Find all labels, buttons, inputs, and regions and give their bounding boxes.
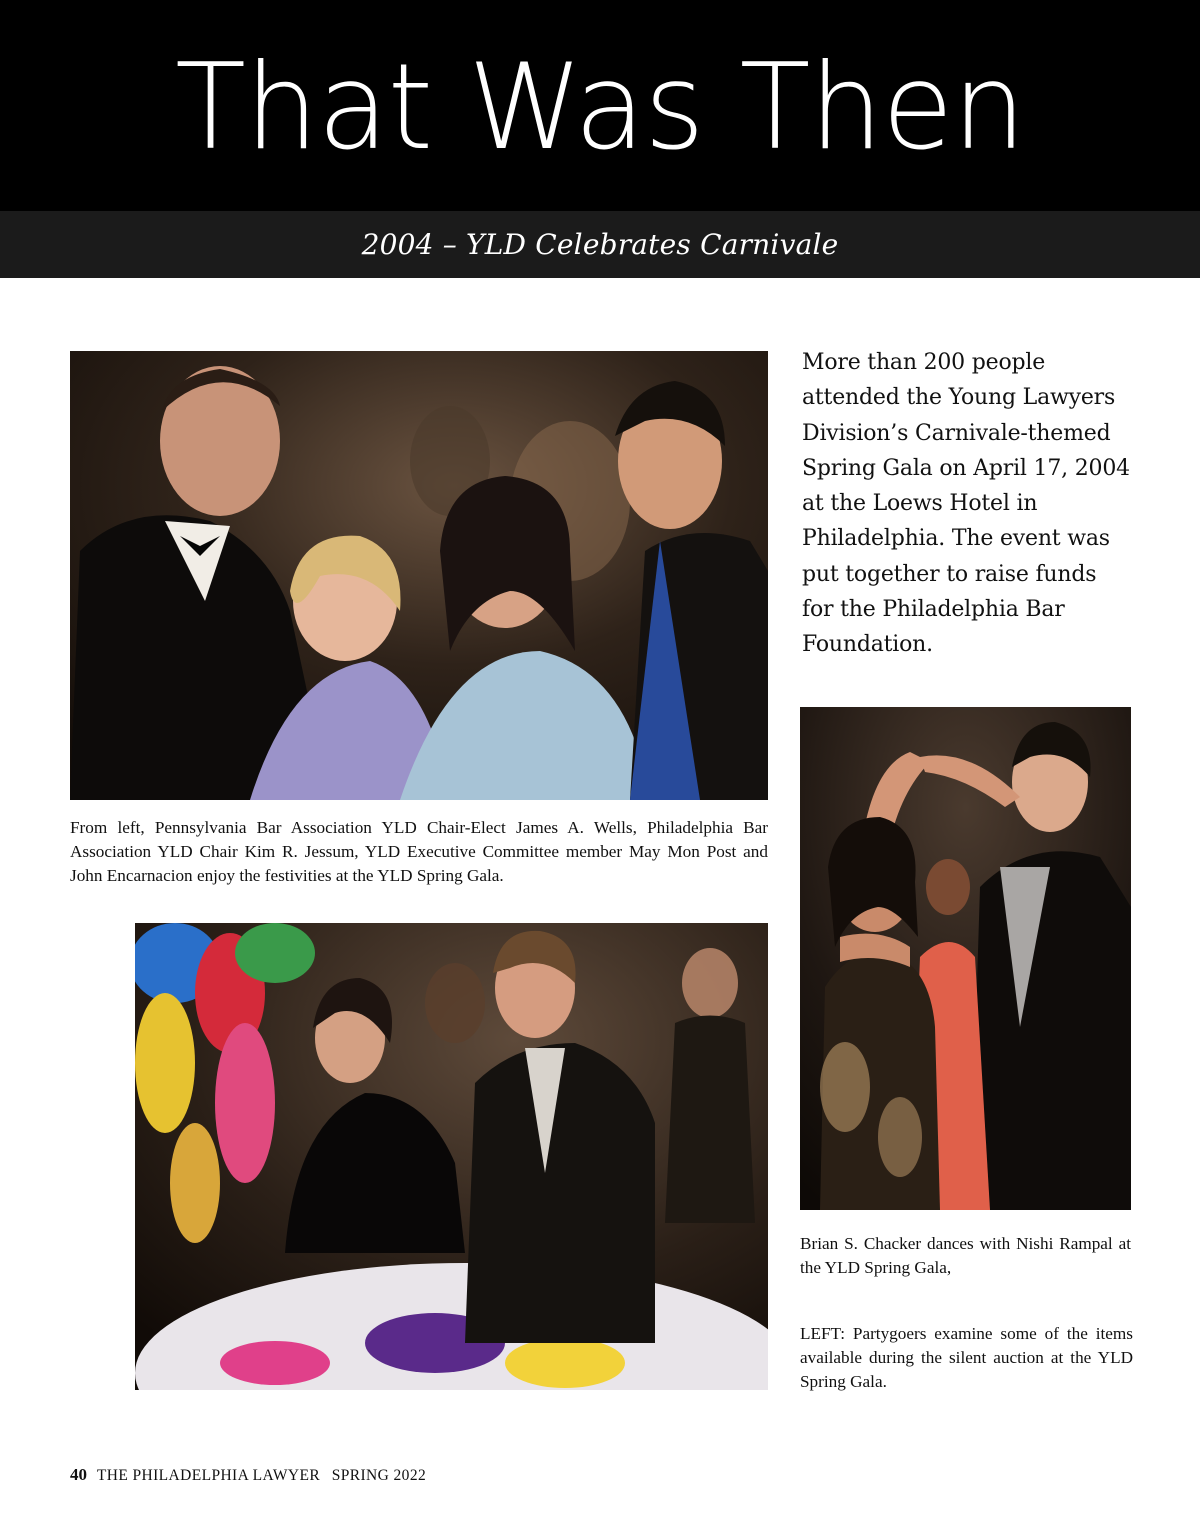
issue-label: SPRING 2022 [331, 1467, 427, 1484]
publication-name: THE PHILADELPHIA LAWYER [96, 1467, 321, 1484]
dance-photo-caption: Brian S. Chacker dances with Nishi Rampal at the YLD Spring Gala, [800, 1234, 1131, 1277]
auction-photo-caption: LEFT: Partygoers examine some of the items available during the silent auction at the YLD Spring Gala. [800, 1324, 1133, 1391]
auction-photo [135, 923, 768, 1390]
page-subtitle: 2004 – YLD Celebrates Carnivale [361, 228, 839, 261]
page-title: That Was Then [175, 38, 1025, 176]
dance-photo [800, 707, 1131, 1210]
intro-text: More than 200 people attended the Young Lawyers Division’s Carnivale-themed Spring Gala on April 17, 2004 at the Loews Hotel in Philadelphia. The event was put together to raise funds for the Philadelphia Bar Foundation. [802, 350, 1130, 658]
group-photo [70, 351, 768, 800]
subtitle-bar [0, 211, 1200, 278]
page-footer [70, 1465, 426, 1485]
masthead [0, 0, 1200, 211]
group-photo-caption: From left, Pennsylvania Bar Association YLD Chair-Elect James A. Wells, Philadelphia Bar Association YLD Chair Kim R. Jessum, YLD Executive Committee member May Mon Post and John Encarnacion enjoy the festivities at the YLD Spring Gala. [70, 818, 768, 885]
page-number: 40 [70, 1465, 87, 1484]
